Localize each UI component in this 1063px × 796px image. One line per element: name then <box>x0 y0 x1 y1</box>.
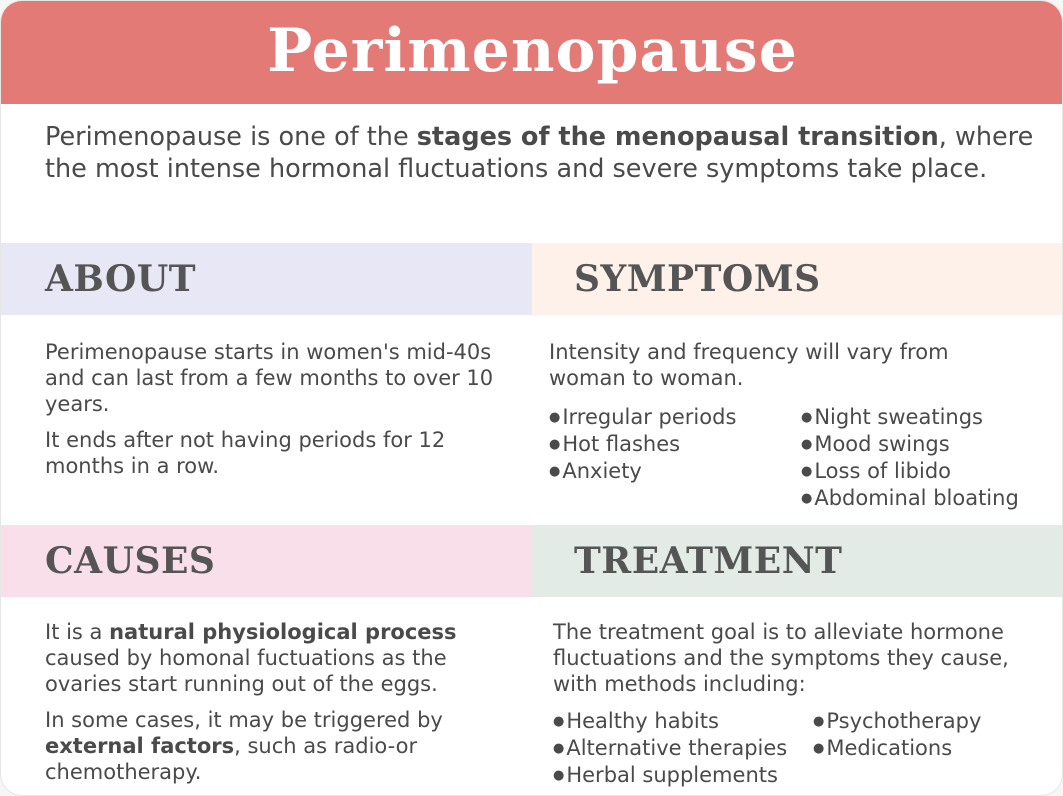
causes-heading: CAUSES <box>45 540 216 582</box>
intro-text-start: Perimenopause is one of the <box>45 122 417 152</box>
causes-p2-bold: external factors <box>45 734 235 758</box>
list-item: ● Mood swings <box>801 431 1019 458</box>
about-paragraph-2: It ends after not having periods for 12 months in a row. <box>45 428 446 478</box>
causes-p1-start: It is a <box>45 620 110 644</box>
treatment-heading: TREATMENT <box>574 540 843 582</box>
causes-p2-start: In some cases, it may be triggered by <box>45 708 443 732</box>
intro-text-end: , where the most intense hormonal fluctuations and severe symptoms take place. <box>45 122 1034 184</box>
causes-p2-end: , such as radio-or chemotherapy. <box>45 734 418 784</box>
list-item: ● Alternative therapies <box>553 735 787 762</box>
list-item: ● Night sweatings <box>801 404 1019 431</box>
list-item: ● Hot flashes <box>549 431 736 458</box>
list-item: ● Medications <box>813 735 981 762</box>
causes-paragraph-1 <box>45 619 515 697</box>
causes-p1-end: caused by homonal fuctuations as the ovaries start running out of the eggs. <box>45 646 447 696</box>
causes-paragraph-2 <box>45 707 515 785</box>
symptoms-header <box>532 243 1063 315</box>
list-item: ● Psychotherapy <box>813 708 981 735</box>
causes-p1-bold: natural physiological process <box>109 620 457 644</box>
about-header <box>1 243 532 315</box>
list-item: ● Anxiety <box>549 458 736 485</box>
symptoms-paragraph: Intensity and frequency will vary from woman to woman. <box>549 340 949 390</box>
about-heading: ABOUT <box>45 258 197 300</box>
intro-text <box>45 121 1035 185</box>
symptoms-list-right <box>801 404 1019 512</box>
page-title: Perimenopause <box>267 15 798 86</box>
treatment-header <box>532 525 1063 597</box>
causes-header <box>1 525 532 597</box>
treatment-list-left <box>553 708 787 789</box>
list-item: ● Herbal supplements <box>553 762 787 789</box>
treatment-paragraph: The treatment goal is to alleviate hormone fluctuations and the symptoms they cause, with methods including: <box>553 620 1009 696</box>
list-item: ● Abdominal bloating <box>801 485 1019 512</box>
symptoms-list-left <box>549 404 736 485</box>
title-banner <box>1 1 1063 104</box>
about-paragraph-1: Perimenopause starts in women's mid-40s and can last from a few months to over 10 years. <box>45 340 494 416</box>
list-item: ● Loss of libido <box>801 458 1019 485</box>
list-item: ● Healthy habits <box>553 708 787 735</box>
symptoms-heading: SYMPTOMS <box>574 258 821 300</box>
intro-text-bold: stages of the menopausal transition <box>416 122 939 152</box>
treatment-list-right <box>813 708 981 762</box>
list-item: ● Irregular periods <box>549 404 736 431</box>
